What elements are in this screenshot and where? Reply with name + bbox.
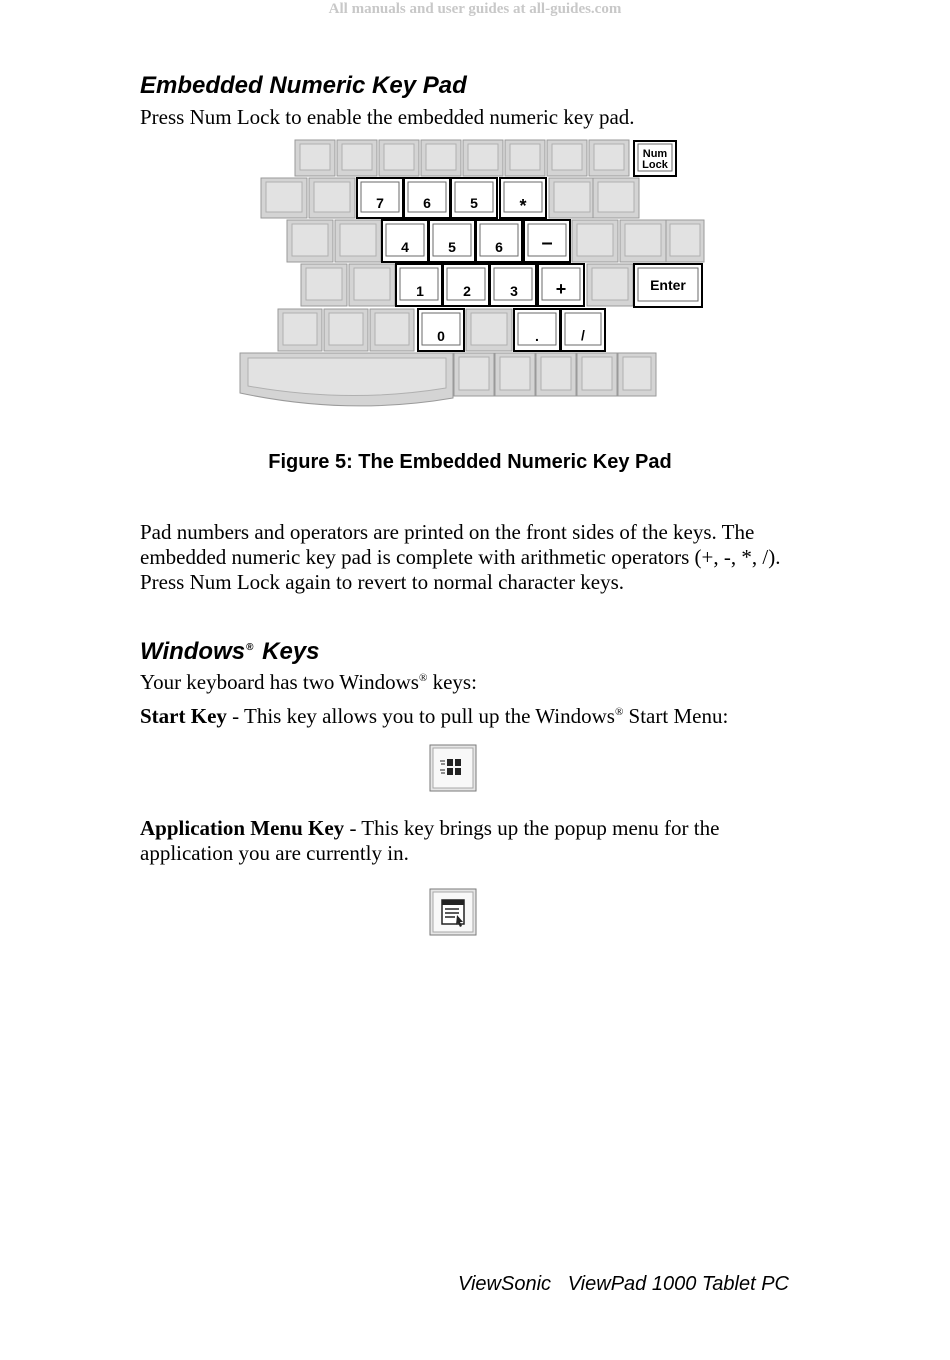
- section-heading-numeric-keypad: Embedded Numeric Key Pad: [140, 72, 467, 99]
- windows-keys-intro: Your keyboard has two Windows® keys:: [140, 670, 477, 694]
- key-5-top: [451, 178, 497, 218]
- key-dot: [514, 309, 560, 351]
- key-6-top: [404, 178, 450, 218]
- svg-text:2: 2: [463, 283, 471, 299]
- svg-text:*: *: [519, 196, 527, 216]
- num-lock-label-2: Lock: [642, 159, 668, 171]
- svg-text:.: .: [535, 328, 539, 344]
- key-4: [382, 220, 428, 262]
- key-2: [443, 264, 489, 306]
- paragraph-line: Pad numbers and operators are printed on the front sides of the keys. The: [140, 520, 755, 544]
- registered-mark: ®: [246, 642, 254, 653]
- windows-start-key-icon: [429, 744, 477, 792]
- key-7: [357, 178, 403, 218]
- svg-text:4: 4: [401, 239, 409, 255]
- paragraph-line: Press Num Lock again to revert to normal character keys.: [140, 570, 624, 594]
- svg-text:5: 5: [448, 239, 456, 255]
- section-heading-windows-keys: Windows® Keys: [140, 638, 320, 665]
- paragraph-operators: [140, 520, 830, 595]
- watermark: All manuals and user guides at all-guides.com: [328, 1, 622, 17]
- key-minus: [524, 220, 570, 262]
- application-menu-key-description: Application Menu Key - This key brings up the popup menu for the application you are currently in.: [140, 816, 720, 865]
- gray-key: [295, 140, 629, 176]
- key-slash: [561, 309, 605, 351]
- num-lock-label-1: Num: [642, 148, 668, 160]
- numeric-keypad-intro: Press Num Lock to enable the embedded numeric key pad.: [140, 105, 635, 129]
- svg-text:7: 7: [376, 195, 384, 211]
- key-6: [476, 220, 522, 262]
- svg-text:+: +: [555, 279, 567, 299]
- spacebar-key: [240, 353, 453, 406]
- num-lock-key: [634, 141, 676, 176]
- key-1: [396, 264, 442, 306]
- svg-text:3: 3: [510, 283, 518, 299]
- svg-text:–: –: [541, 232, 553, 254]
- key-5: [429, 220, 475, 262]
- key-0: [418, 309, 464, 351]
- key-star: [500, 178, 546, 218]
- key-plus: [538, 264, 584, 306]
- footer-brand: ViewSonic: [458, 1273, 552, 1295]
- footer: [458, 1272, 789, 1296]
- svg-text:1: 1: [416, 283, 424, 299]
- application-menu-key-icon: [429, 888, 477, 936]
- svg-text:0: 0: [437, 328, 445, 344]
- figure-caption: Figure 5: The Embedded Numeric Key Pad: [268, 451, 672, 473]
- svg-text:5: 5: [470, 195, 478, 211]
- start-key-description: Start Key - This key allows you to pull up the Windows® Start Menu:: [140, 704, 729, 728]
- paragraph-line: embedded numeric key pad is complete with arithmetic operators (+, -, *, /).: [140, 545, 781, 569]
- key-3: [490, 264, 536, 306]
- svg-text:6: 6: [423, 195, 431, 211]
- keypad-figure: [238, 138, 708, 413]
- start-key-term: Start Key: [140, 704, 227, 728]
- svg-text:/: /: [581, 327, 585, 343]
- footer-product: ViewPad 1000 Tablet PC: [567, 1273, 789, 1295]
- application-menu-key-term: Application Menu Key: [140, 816, 345, 840]
- svg-text:6: 6: [495, 239, 503, 255]
- svg-text:Enter: Enter: [650, 277, 686, 293]
- enter-key: [634, 264, 702, 307]
